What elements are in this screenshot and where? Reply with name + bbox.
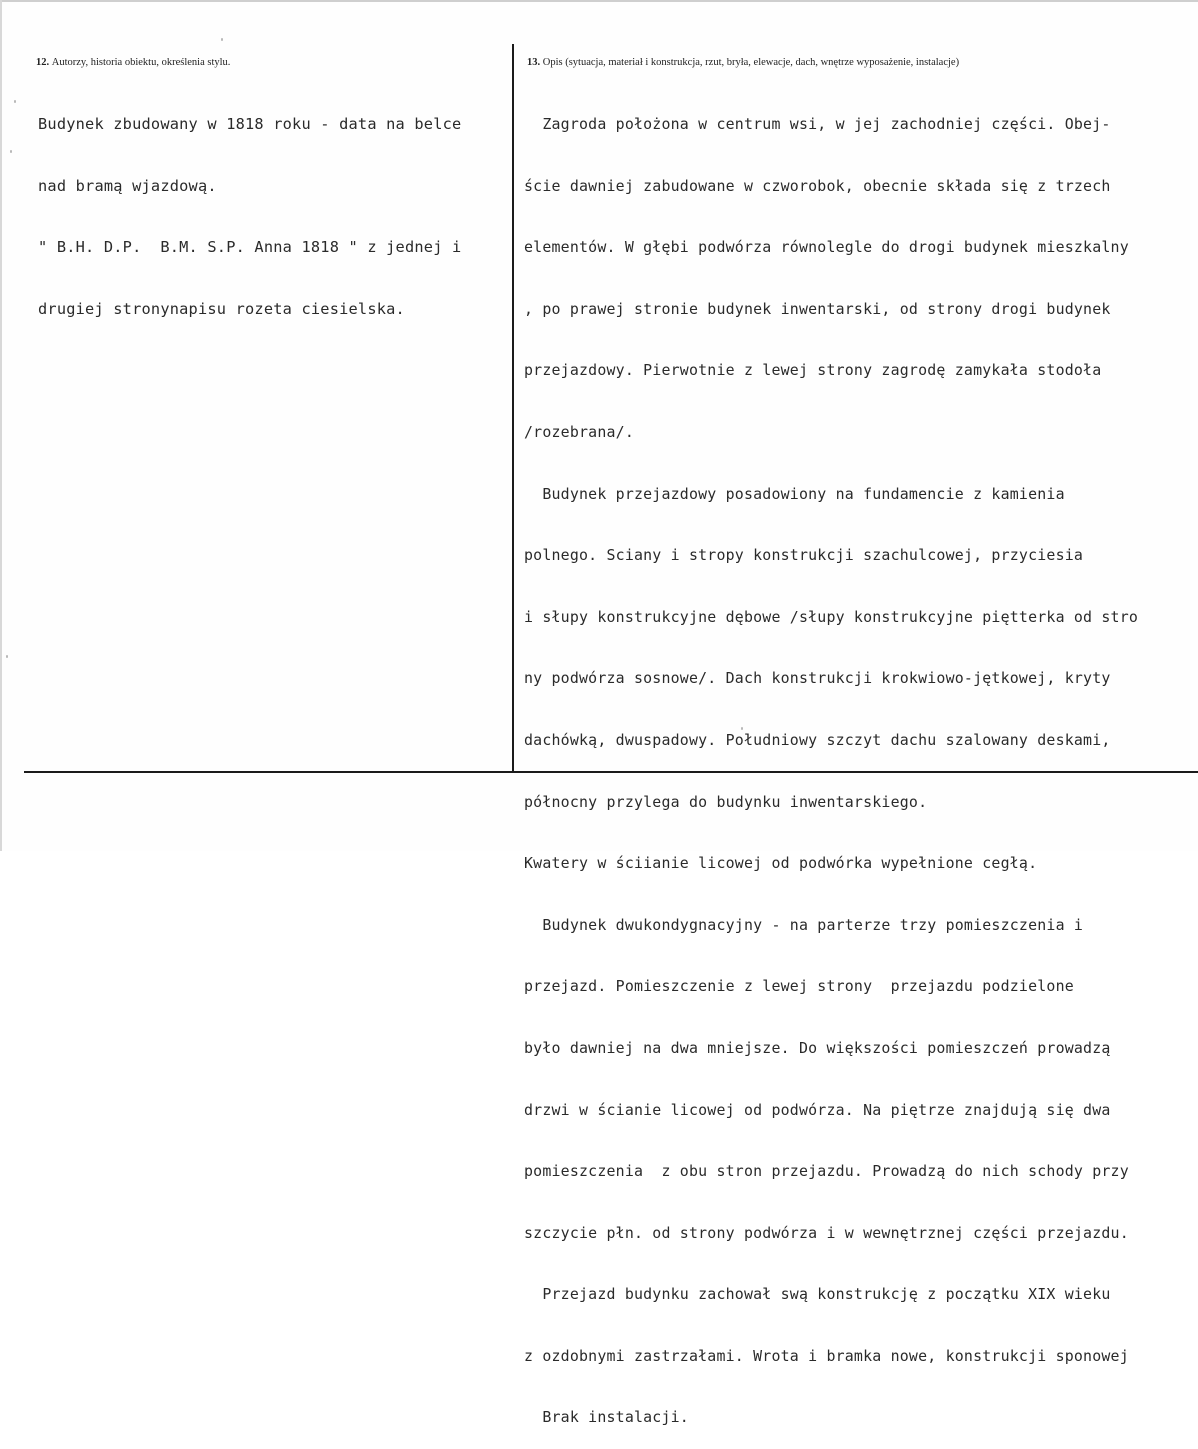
scan-speck (741, 727, 743, 730)
section-13-line: przejazd. Pomieszczenie z lewej strony przejazdu podzielone (524, 977, 1074, 996)
section-13-line: Przejazd budynku zachował swą konstrukcję z początku XIX wieku (524, 1285, 1111, 1304)
section-13-line: Budynek dwukondygnacyjny - na parterze trzy pomieszczenia i (524, 915, 1084, 934)
section-13-line: północny przylega do budynku inwentarskiego. (524, 792, 928, 811)
section-12-line: nad bramą wjazdową. (38, 176, 217, 195)
scan-speck (10, 150, 12, 153)
section-12-line: Budynek zbudowany w 1818 roku - data na belce (38, 115, 462, 133)
section-12-line: " B.H. D.P. B.M. S.P. Anna 1818 " z jednej i (38, 238, 462, 257)
section-13-line: było dawniej na dwa mniejsze. Do większości pomieszczeń prowadzą (524, 1038, 1111, 1057)
section-12-header (36, 57, 230, 68)
section-13-line: polnego. Sciany i stropy konstrukcji szachulcowej, przyciesia (524, 546, 1084, 565)
section-13-line: i słupy konstrukcyjne dębowe /słupy konstrukcyjne piętterka od stro (524, 607, 1139, 626)
section-13-line: pomieszczenia z obu stron przejazdu. Prowadzą do nich schody przy (524, 1162, 1129, 1181)
scan-speck (14, 100, 16, 103)
section-13-line: Kwatery w ściianie licowej od podwórka wypełnione cegłą. (524, 854, 1038, 873)
section-12-number: 12. (36, 57, 50, 68)
section-13-line: ście dawniej zabudowane w czworobok, obecnie składa się z trzech (524, 176, 1111, 195)
section-13-line: drzwi w ścianie licowej od podwórza. Na piętrze znajdują się dwa (524, 1100, 1111, 1119)
section-13-line: dachówką, dwuspadowy. Południowy szczyt dachu szalowany deskami, (524, 730, 1111, 749)
bottom-rule (24, 771, 1198, 773)
section-13-line: Zagroda położona w centrum wsi, w jej zachodniej części. Obej- (524, 115, 1111, 133)
section-13-line: szczycie płn. od strony podwórza i w wewnętrznej części przejazdu. (524, 1223, 1129, 1242)
section-12-body (38, 76, 461, 340)
section-13-line: Brak instalacji. (524, 1408, 689, 1427)
section-12-title: Autorzy, historia obiektu, określenia stylu. (51, 57, 231, 68)
section-13-line: /rozebrana/. (524, 422, 634, 441)
section-13-line: Budynek przejazdowy posadowiony na fundamencie z kamienia (524, 484, 1065, 503)
section-13-title: Opis (sytuacja, materiał i konstrukcja, rzut, bryła, elewacje, dach, wnętrze wyposażenie, instalacje) (542, 57, 960, 68)
column-divider (512, 44, 514, 771)
section-13-line: elementów. W głębi podwórza równolegle do drogi budynek mieszkalny (524, 238, 1129, 257)
left-edge (0, 0, 2, 851)
scan-speck (6, 655, 8, 658)
section-13-line: ny podwórza sosnowe/. Dach konstrukcji krokwiowo-jętkowej, kryty (524, 669, 1111, 688)
section-13-number: 13. (527, 57, 541, 68)
scan-speck (221, 38, 223, 41)
section-13-header (527, 57, 959, 68)
section-13-line: , po prawej stronie budynek inwentarski, od strony drogi budynek (524, 299, 1111, 318)
section-12-line: drugiej stronynapisu rozeta ciesielska. (38, 299, 405, 318)
section-13-line: z ozdobnymi zastrzałami. Wrota i bramka nowe, konstrukcji sponowej (524, 1346, 1129, 1365)
section-13-line: przejazdowy. Pierwotnie z lewej strony zagrodę zamykała stodoła (524, 361, 1102, 380)
top-edge (0, 0, 1198, 2)
section-13-body (524, 76, 1138, 1449)
